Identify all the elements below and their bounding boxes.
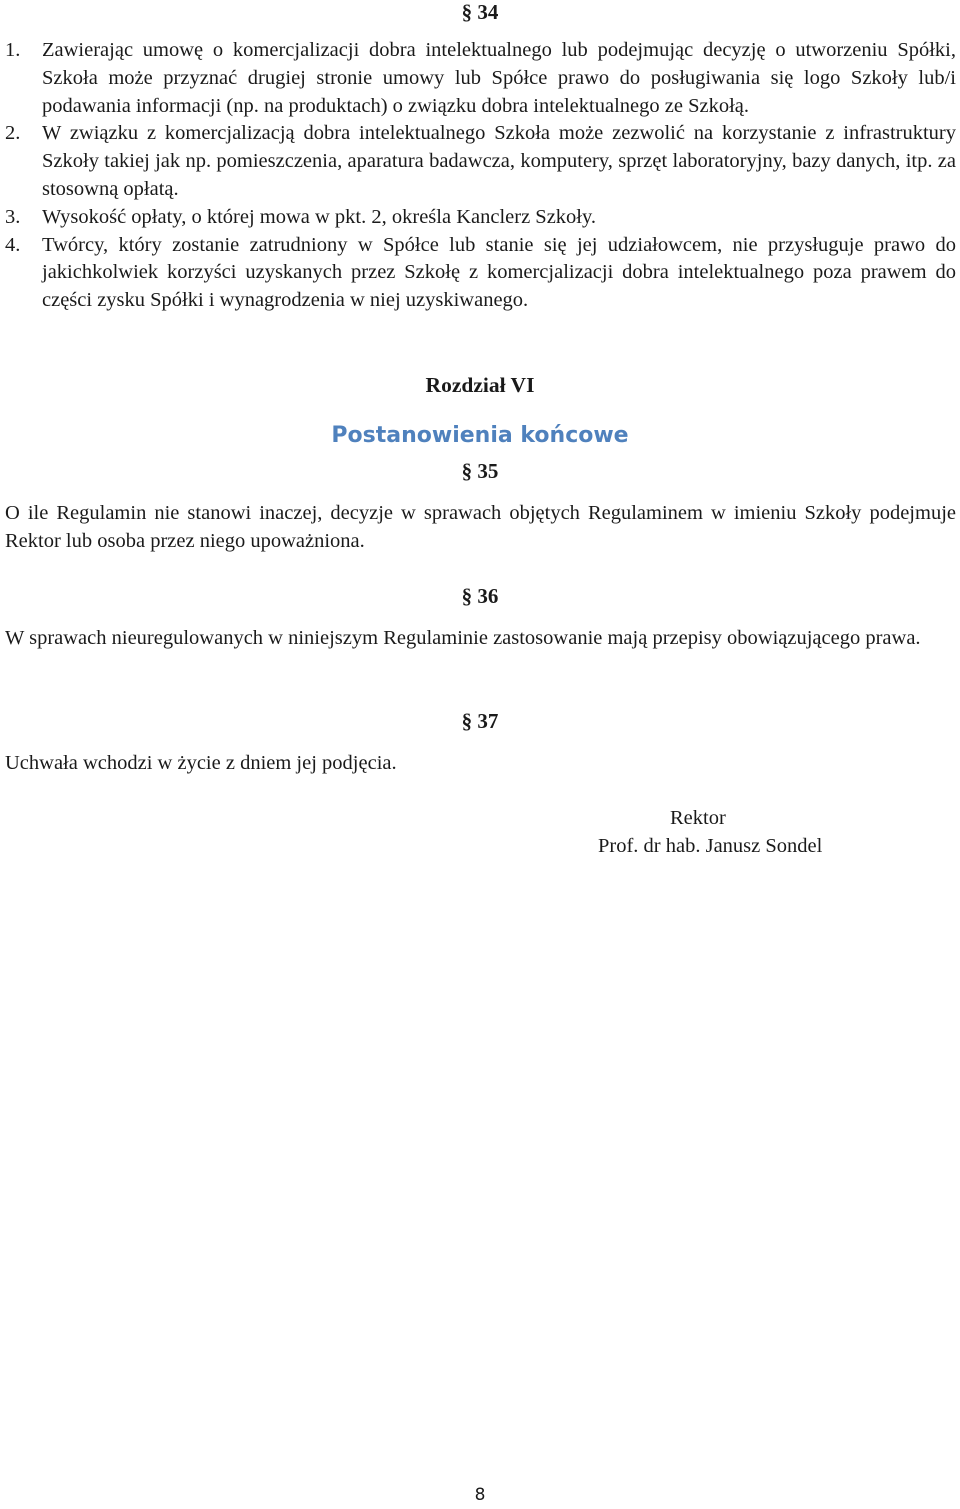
list-item-text: Wysokość opłaty, o której mowa w pkt. 2, określa Kanclerz Szkoły. [42,205,597,228]
list-item-text: W związku z komercjalizacją dobra intelektualnego Szkoła może zezwolić na korzystanie z infrastruktury Szkoły takiej jak np. pomieszczenia, aparatura badawcza, komputery, sprzęt laboratoryjny, bazy danych, itp. za stosowną opłatą. [42,122,956,200]
list-item [5,232,956,315]
section-heading-36: § 36 [461,584,499,608]
list-item-number: 2. [5,122,21,145]
section-36-text: W sprawach nieuregulowanych w niniejszym Regulaminie zastosowanie mają przepisy obowiązującego prawa. [5,627,921,649]
signature-block [598,804,898,860]
list-item-text: Twórcy, który zostanie zatrudniony w Spółce lub stanie się jej udziałowcem, nie przysługuje prawo do jakichkolwiek korzyści uzyskanych przez Szkołę z komercjalizacji dobra intelektualnego poza prawem do części zysku Spółki i wynagrodzenia w niej uzyskiwanego. [42,233,956,312]
chapter-subtitle: Postanowienia końcowe [331,423,629,448]
section-heading-35: § 35 [461,459,499,483]
list-item-number: 1. [5,39,21,61]
page-number: 8 [474,1485,486,1505]
list-item [5,204,956,232]
list-item-text: Zawierając umowę o komercjalizacji dobra intelektualnego lub podejmując decyzję o utworzeniu Spółki, Szkoła może przyznać drugiej stronie umowy lub Spółce prawo do posługiwania się logo Szkoły lub/i podawania informacji (np. na produktach) o związku dobra intelektualnego ze Szkołą. [42,39,956,117]
section-35-text: O ile Regulamin nie stanowi inaczej, decyzje w sprawach objętych Regulaminem w imieniu Szkoły podejmuje Rektor lub osoba przez niego upoważniona. [5,502,956,552]
section-heading-34: § 34 [461,0,499,24]
section-34-list [5,37,956,315]
list-item [5,120,956,203]
signature-name: Prof. dr hab. Janusz Sondel [598,835,823,857]
signature-title: Rektor [670,807,726,829]
section-37-text: Uchwała wchodzi w życie z dniem jej podjęcia. [5,752,397,774]
list-item-number: 3. [5,205,21,228]
list-item [5,37,956,120]
chapter-title: Rozdział VI [425,373,535,397]
section-heading-37: § 37 [461,709,499,733]
list-item-number: 4. [5,233,21,256]
